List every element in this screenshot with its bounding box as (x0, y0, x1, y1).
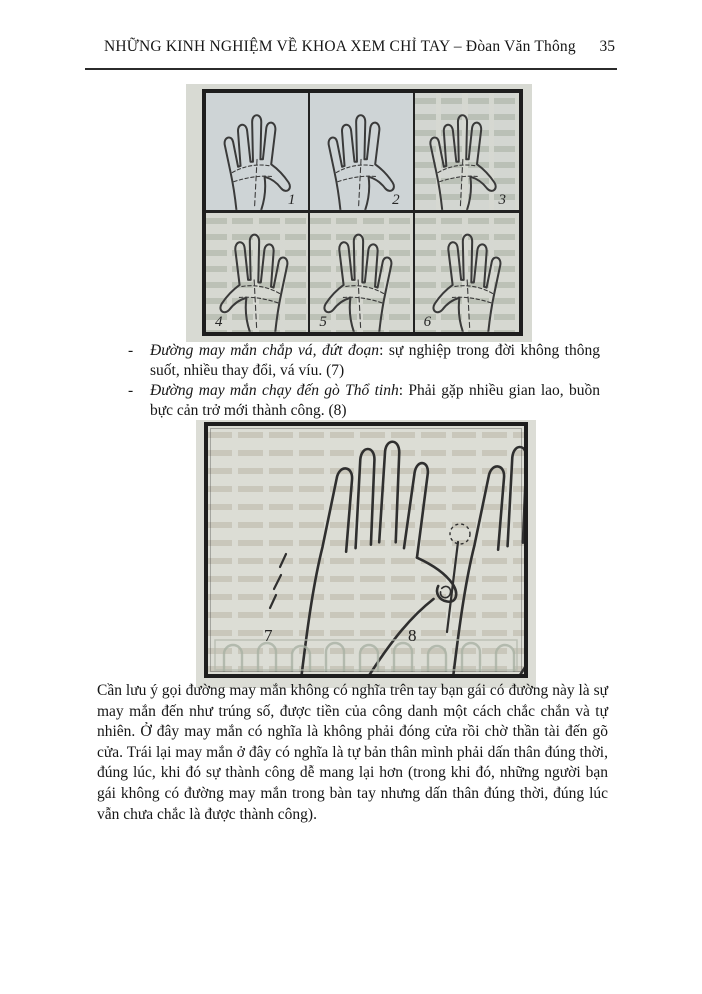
hand-7-label: 7 (264, 626, 273, 645)
hand-panel-5 (310, 213, 414, 333)
hand-panel-3 (415, 93, 519, 213)
figure-two-hands-frame (204, 422, 528, 678)
closing-paragraph: Cần lưu ý gọi đường may mắn không có nghĩa trên tay bạn gái có đường này là sự may mắn đến như trúng số, được tiền của công danh một cách chắc chắn và tự nhiên. Ở đây may mắn có nghĩa là không phải đóng cửa rồi chờ thần tài đến gõ cửa. Trái lại may mắn ở đây có nghĩa là tự bản thân mình phải dấn thân đúng thời, đúng lúc, khi đó sự thành công dễ mang lại hơn (trong khi đó, những người bạn gái không có đường may mắn trong bàn tay nhưng dấn thân đúng thời, đúng lúc vẫn chưa chắc là được thành công). (97, 682, 608, 823)
hand-panel-1 (206, 93, 310, 213)
list-item (128, 341, 600, 381)
note-desc: : sự nghiệp trong đời không thông suốt, nhiều thay đổi, vá víu. (7) (150, 342, 600, 379)
hand-8-label: 8 (408, 626, 417, 645)
note-term: Đường may mắn chạy đến gò Thổ tinh (150, 382, 399, 399)
hand-panel-2 (310, 93, 414, 213)
luck-line-notes-list (128, 341, 600, 421)
bullet-dash: - (128, 382, 134, 399)
hand-panel-6 (415, 213, 519, 333)
running-title: NHỮNG KINH NGHIỆM VỀ KHOA XEM CHỈ TAY – Đòan Văn Thông (104, 38, 576, 55)
note-text (150, 341, 600, 381)
bullet-dash: - (128, 342, 134, 359)
note-term: Đường may mắn chắp vá, đứt đoạn (150, 342, 380, 359)
page-number: 35 (599, 38, 615, 55)
two-hands-illustration (208, 426, 524, 674)
page-header (85, 38, 617, 56)
list-item (128, 381, 600, 421)
header-rule (85, 68, 617, 70)
palm-hand-icon (417, 98, 509, 210)
panel-number: 6 (423, 314, 432, 330)
panel-number: 1 (287, 191, 296, 208)
hand-panel-4 (206, 213, 310, 333)
figure-hands-grid-scan (186, 84, 532, 342)
panel-number: 5 (319, 314, 327, 330)
figure-hands-grid-frame (202, 89, 523, 336)
figure-two-hands-scan (196, 420, 536, 688)
note-text (150, 381, 600, 421)
panel-number: 3 (498, 191, 506, 208)
note-desc: : Phải gặp nhiều gian lao, buồn bực cản trở mới thành công. (8) (150, 382, 600, 419)
palm-hand-icon (417, 217, 517, 332)
panel-number: 4 (215, 314, 223, 330)
panel-number: 2 (392, 191, 400, 208)
